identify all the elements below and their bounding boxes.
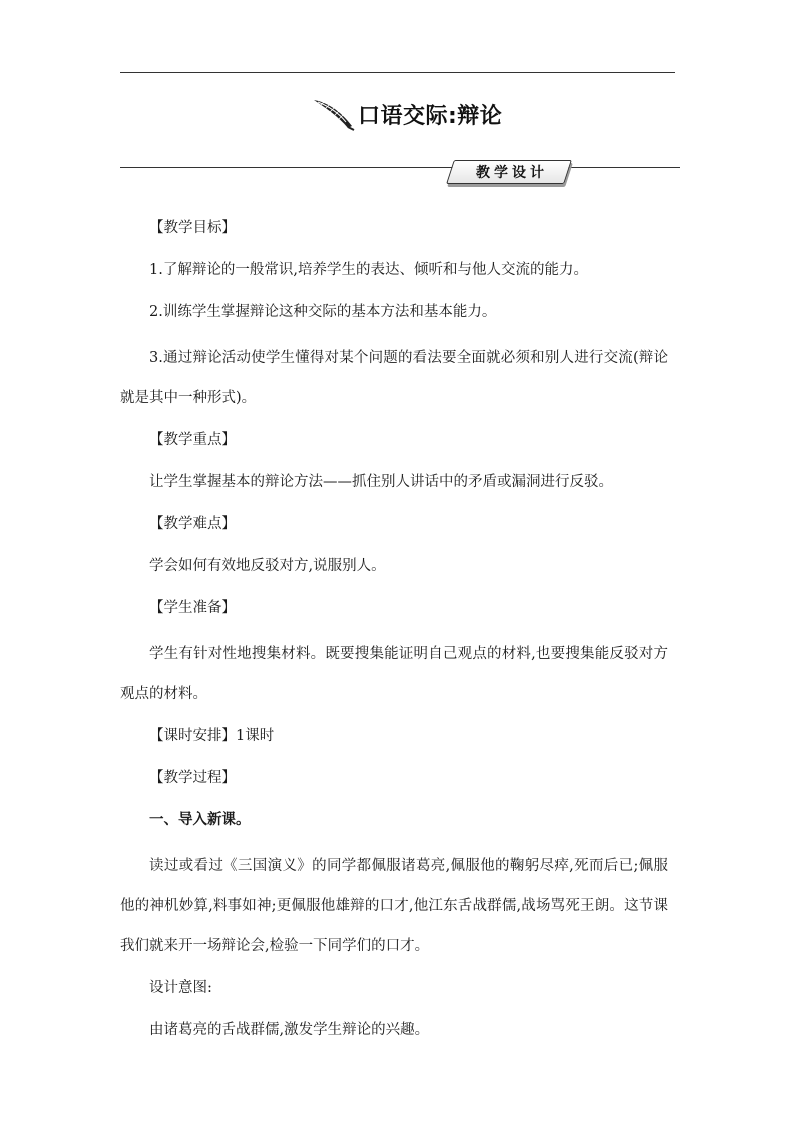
page-title: 口语交际:辩论 (358, 103, 503, 129)
key-text: 让学生掌握基本的辩论方法——抓住别人讲话中的矛盾或漏洞进行反驳。 (149, 474, 613, 490)
prep-text: 学生有针对性地搜集材料。既要搜集能证明自己观点的材料,也要搜集能反驳对方观点的材料。 (120, 646, 668, 702)
schedule: 【课时安排】1课时 (149, 728, 275, 744)
difficulty-heading: 【教学难点】 (149, 516, 236, 532)
process-heading: 【教学过程】 (149, 770, 236, 786)
prep-heading: 【学生准备】 (149, 600, 236, 616)
step1-text: 读过或看过《三国演义》的同学都佩服诸葛亮,佩服他的鞠躬尽瘁,死而后已;佩服他的神机妙算,料事如神;更佩服他雄辩的口才,他江东舌战群儒,战场骂死王朗。这节课我们就来开一场辩论会,检验一下同学们的口才。 (120, 858, 668, 954)
goal-item-1: 1.了解辩论的一般常识,培养学生的表达、倾听和与他人交流的能力。 (149, 262, 588, 278)
design-heading: 设计意图: (149, 980, 212, 996)
key-heading: 【教学重点】 (149, 432, 236, 448)
design-text: 由诸葛亮的舌战群儒,激发学生辩论的兴趣。 (149, 1022, 430, 1038)
banner-label: 教学设计 (476, 165, 548, 181)
difficulty-text: 学会如何有效地反驳对方,说服别人。 (149, 558, 386, 574)
section-banner (120, 160, 680, 190)
document-body (120, 212, 668, 1056)
banner-rule (120, 167, 680, 168)
goal-item-2: 2.训练学生掌握辩论这种交际的基本方法和基本能力。 (149, 304, 497, 320)
top-rule (120, 72, 675, 73)
title-block (312, 94, 502, 134)
step1-heading: 一、导入新课。 (149, 812, 251, 828)
goal-item-3: 3.通过辩论活动使学生懂得对某个问题的看法要全面就必须和别人进行交流(辩论就是其中一种形式)。 (120, 350, 668, 406)
goal-heading: 【教学目标】 (149, 220, 236, 236)
quill-pen-icon (312, 96, 356, 132)
